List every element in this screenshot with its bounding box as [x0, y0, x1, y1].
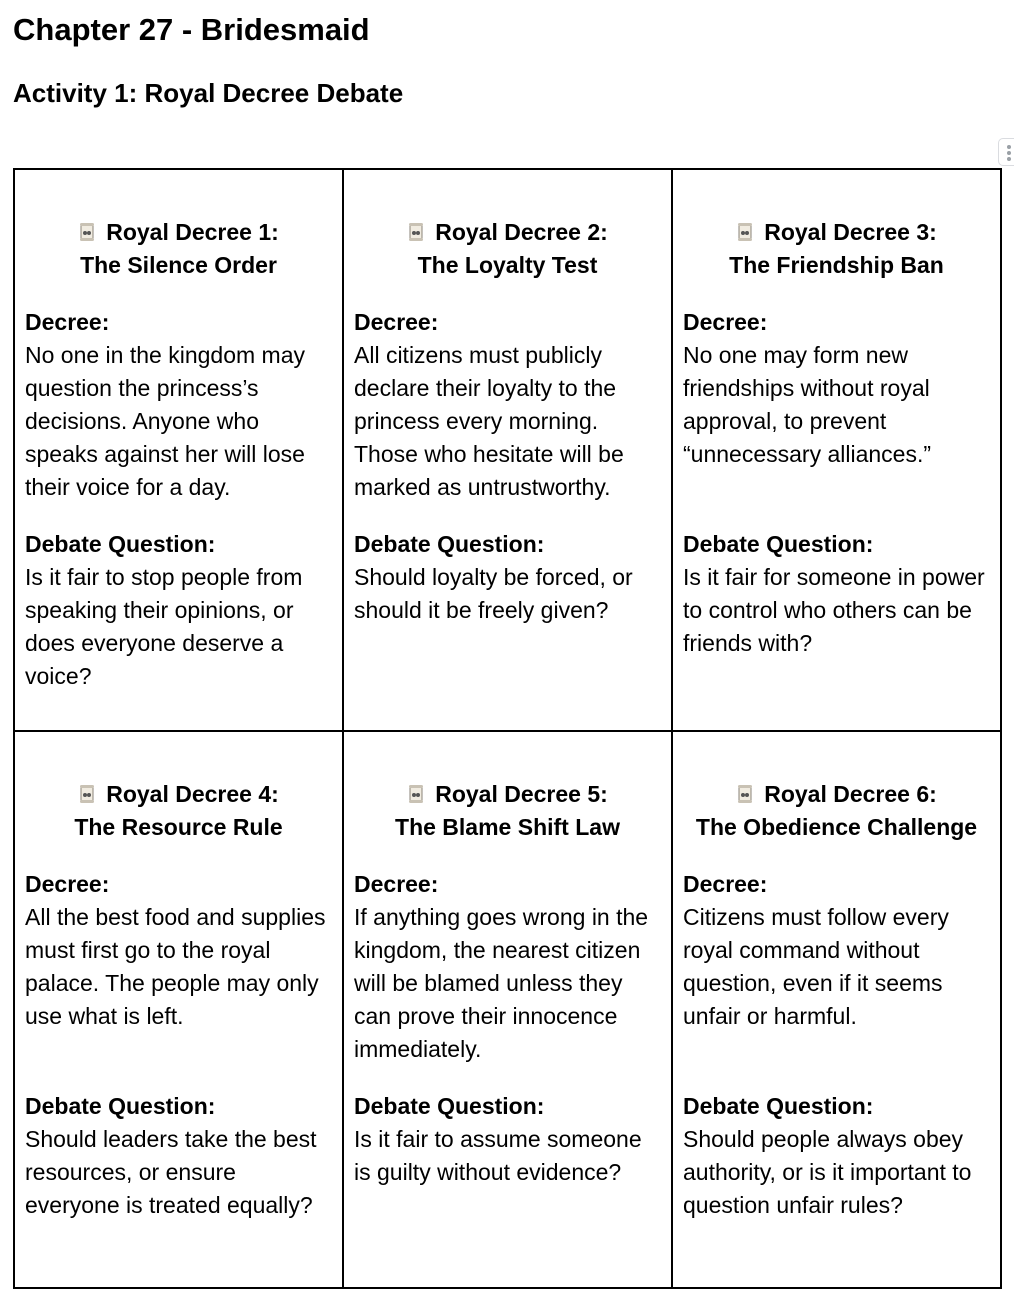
card-heading: Royal Decree 2: — [435, 219, 608, 245]
card-name: The Silence Order — [80, 252, 277, 278]
decree-label: Decree: — [25, 309, 110, 335]
scroll-icon — [407, 784, 425, 804]
table-row — [14, 731, 1001, 1288]
decree-label: Decree: — [354, 871, 439, 897]
decree-label: Decree: — [683, 309, 768, 335]
card-heading: Royal Decree 4: — [106, 781, 279, 807]
card-name: The Blame Shift Law — [395, 814, 620, 840]
decree-text: No one in the kingdom may question the princess’s decisions. Anyone who speaks against her will lose their voice for a day. — [25, 342, 305, 500]
decree-card-5 — [343, 731, 672, 1288]
card-title — [683, 778, 990, 844]
card-title — [354, 778, 661, 844]
card-heading: Royal Decree 1: — [106, 219, 279, 245]
decree-card-2 — [343, 169, 672, 731]
decree-text: No one may form new friendships without royal approval, to prevent “unnecessary alliances.” — [683, 342, 932, 467]
more-options-handle[interactable] — [998, 138, 1014, 166]
decree-label: Decree: — [683, 871, 768, 897]
card-title — [25, 778, 332, 844]
decree-text: If anything goes wrong in the kingdom, the nearest citizen will be blamed unless they can prove their innocence immediately. — [354, 904, 649, 1062]
decree-label: Decree: — [354, 309, 439, 335]
debate-question-label: Debate Question: — [25, 531, 216, 557]
debate-question-label: Debate Question: — [683, 1093, 874, 1119]
card-title — [683, 216, 990, 282]
handle-dot — [1007, 145, 1011, 149]
scroll-icon — [736, 222, 754, 242]
decree-card-4 — [14, 731, 343, 1288]
card-title — [354, 216, 661, 282]
decree-card-3 — [672, 169, 1001, 731]
handle-dot — [1007, 151, 1011, 155]
debate-question-text: Is it fair for someone in power to control who others can be friends with? — [683, 564, 985, 656]
debate-question-label: Debate Question: — [683, 531, 874, 557]
decree-card-1 — [14, 169, 343, 731]
scroll-icon — [736, 784, 754, 804]
scroll-icon — [407, 222, 425, 242]
card-heading: Royal Decree 3: — [764, 219, 937, 245]
debate-question-text: Should leaders take the best resources, or ensure everyone is treated equally? — [25, 1126, 317, 1218]
card-heading: Royal Decree 6: — [764, 781, 937, 807]
scroll-icon — [78, 222, 96, 242]
scroll-icon — [78, 784, 96, 804]
decree-table — [13, 168, 1002, 1289]
debate-question-text: Should people always obey authority, or is it important to question unfair rules? — [683, 1126, 972, 1218]
card-name: The Resource Rule — [74, 814, 283, 840]
card-title — [25, 216, 332, 282]
decree-text: All the best food and supplies must first go to the royal palace. The people may only use what is left. — [25, 904, 326, 1029]
decree-label: Decree: — [25, 871, 110, 897]
decree-text: Citizens must follow every royal command without question, even if it seems unfair or harmful. — [683, 904, 949, 1029]
card-name: The Obedience Challenge — [695, 814, 978, 840]
card-name: The Loyalty Test — [417, 252, 598, 278]
decree-card-6 — [672, 731, 1001, 1288]
handle-dot — [1007, 157, 1011, 161]
debate-question-label: Debate Question: — [25, 1093, 216, 1119]
decree-text: All citizens must publicly declare their loyalty to the princess every morning. Those who hesitate will be marked as untrustworthy. — [354, 342, 624, 500]
activity-title: Activity 1: Royal Decree Debate — [13, 78, 404, 108]
debate-question-label: Debate Question: — [354, 1093, 545, 1119]
card-name: The Friendship Ban — [729, 252, 944, 278]
chapter-title: Chapter 27 - Bridesmaid — [13, 12, 370, 47]
debate-question-text: Is it fair to stop people from speaking their opinions, or does everyone deserve a voice? — [25, 564, 303, 689]
table-row — [14, 169, 1001, 731]
debate-question-label: Debate Question: — [354, 531, 545, 557]
debate-question-text: Should loyalty be forced, or should it be freely given? — [354, 564, 633, 623]
card-heading: Royal Decree 5: — [435, 781, 608, 807]
debate-question-text: Is it fair to assume someone is guilty without evidence? — [354, 1126, 642, 1185]
